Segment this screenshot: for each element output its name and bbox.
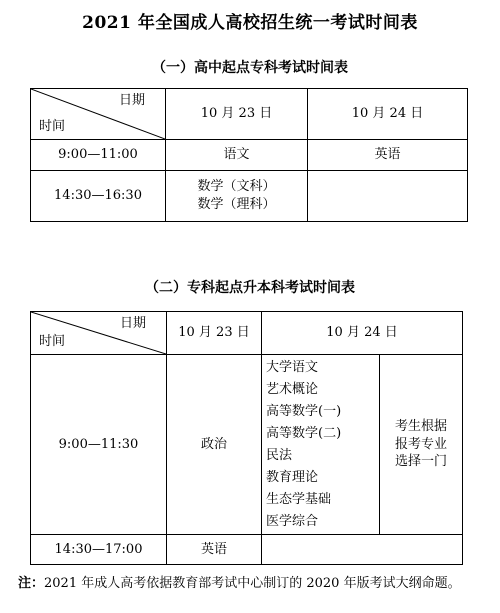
footnote-text: 2021 年成人高考依据教育部考试中心制订的 2020 年版考试大纲命题。: [44, 576, 461, 591]
empty-cell: [262, 535, 463, 565]
list-item: 生态学基础: [266, 491, 332, 507]
empty-cell: [308, 171, 468, 222]
header-time-label: 时间: [39, 119, 66, 135]
time-cell: 14:30—17:00: [31, 535, 167, 565]
note-line: 选择一门: [395, 454, 448, 470]
table2: [30, 311, 463, 565]
list-item: 大学语文: [266, 359, 319, 375]
list-item: 民法: [266, 447, 293, 463]
elective-subject-list: [262, 355, 380, 535]
subject-math-arts: 数学（文科）: [197, 179, 276, 195]
note-line: 报考专业: [395, 436, 448, 452]
footnote: [18, 573, 488, 594]
table1: [30, 88, 468, 222]
header-date-label: 日期: [119, 316, 146, 331]
subject-cell: [166, 171, 308, 222]
column-header-oct23: 10 月 23 日: [166, 89, 308, 140]
subject-math-science: 数学（理科）: [197, 197, 276, 212]
footnote-label: 注：: [18, 576, 45, 591]
column-header-oct24: 10 月 24 日: [262, 312, 463, 355]
table2-header-corner: [31, 312, 167, 355]
header-date-label: 日期: [118, 93, 145, 108]
page-title: 2021 年全国成人高校招生统一考试时间表: [82, 13, 418, 33]
column-header-oct23: 10 月 23 日: [167, 312, 262, 355]
list-item: 高等数学(一): [266, 403, 342, 419]
elective-note-cell: [380, 355, 463, 535]
table1-caption: （一）高中起点专科考试时间表: [152, 60, 348, 76]
table1-header-corner: [31, 89, 166, 140]
list-item: 艺术概论: [266, 381, 319, 397]
table2-caption: （二）专科起点升本科考试时间表: [145, 280, 355, 296]
time-cell: 9:00—11:30: [31, 355, 167, 535]
list-item: 医学综合: [266, 513, 319, 529]
list-item: 高等数学(二): [266, 425, 342, 441]
column-header-oct24: 10 月 24 日: [308, 89, 468, 140]
list-item: 教育理论: [266, 469, 319, 485]
header-time-label: 时间: [39, 334, 66, 350]
subject-cell: 英语: [308, 140, 468, 171]
subject-cell: 英语: [167, 535, 262, 565]
subject-cell: 语文: [166, 140, 308, 171]
note-line: 考生根据: [395, 419, 448, 435]
time-cell: 9:00—11:00: [31, 140, 166, 171]
subject-cell: 政治: [167, 355, 262, 535]
time-cell: 14:30—16:30: [31, 171, 166, 222]
